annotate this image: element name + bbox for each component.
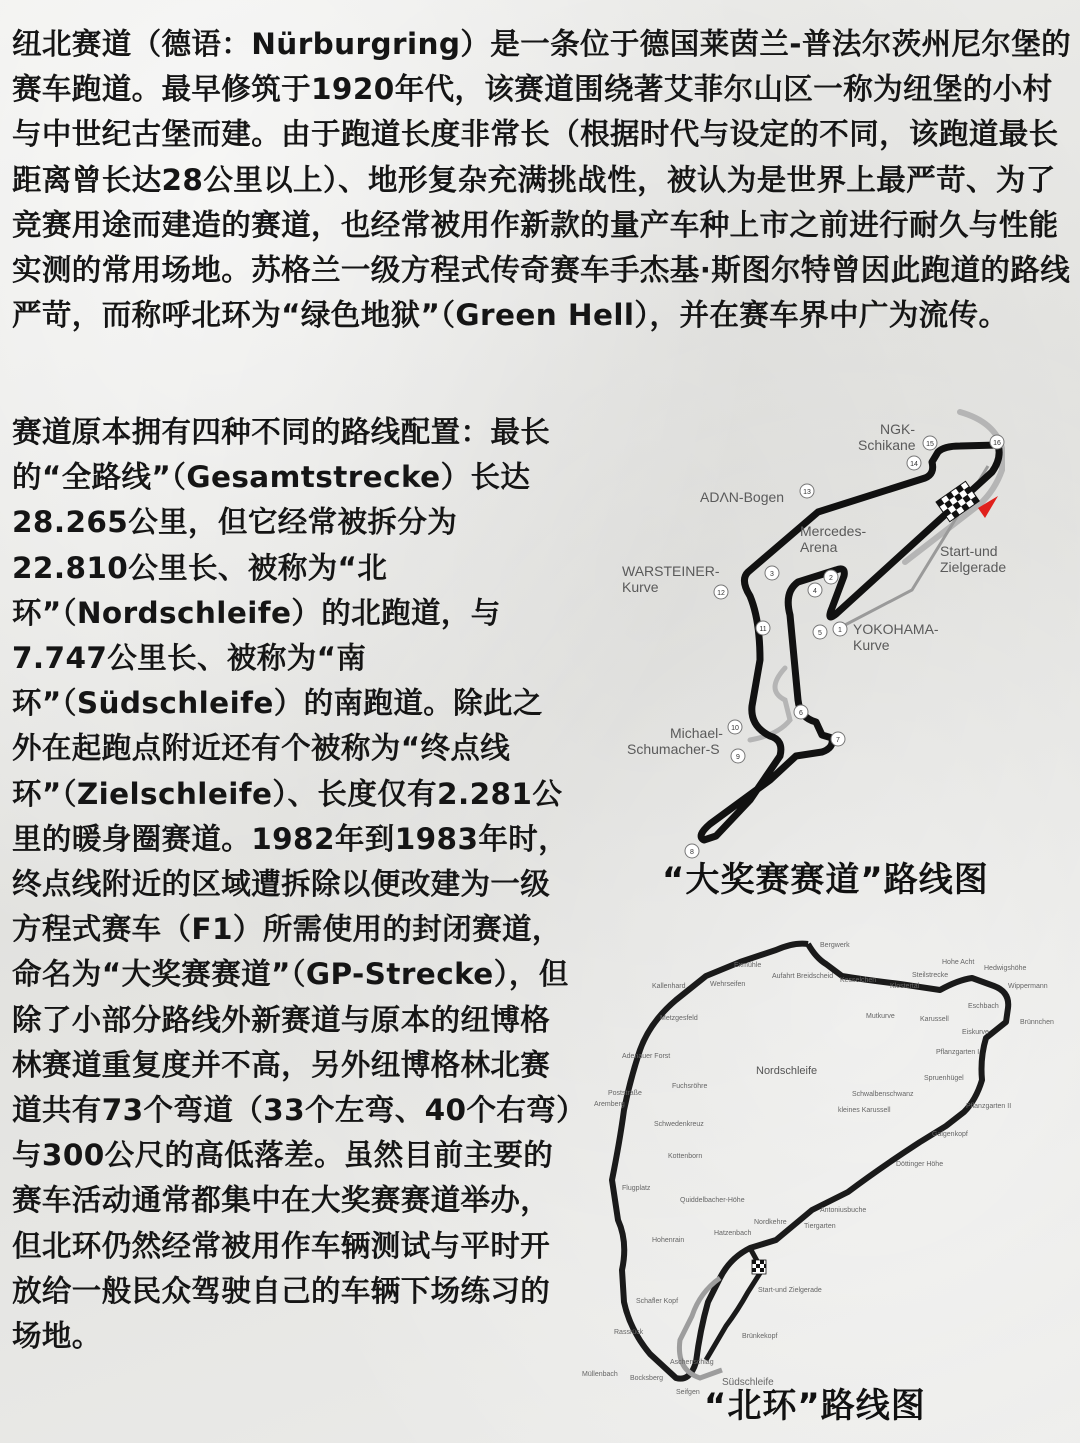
place-label: Aufahrt Breidscheid	[772, 973, 834, 980]
place-label: Bocksberg	[630, 1375, 664, 1382]
place-label: Galgenkopf	[932, 1131, 968, 1138]
place-label: Poststraße	[608, 1090, 642, 1097]
place-label: Steilstrecke	[912, 972, 949, 979]
gp-strecke-map	[600, 400, 1080, 860]
place-label: Metzgesfeld	[660, 1015, 698, 1022]
nordschleife-track	[612, 944, 1008, 1379]
gp-map-title: “大奖赛赛道”路线图	[662, 860, 989, 900]
gp-label-warsteiner-2: Kurve	[622, 579, 659, 595]
place-label: Eiskurve	[962, 1029, 989, 1036]
turn-number: 5	[818, 630, 822, 637]
place-label: Spruenhügel	[924, 1075, 964, 1082]
place-label: Mutkurve	[866, 1013, 895, 1020]
place-label: Kesselchen	[840, 977, 877, 984]
place-label: Brünkekopf	[742, 1333, 778, 1340]
place-label: Müllenbach	[582, 1371, 618, 1378]
place-label: Aremberg	[594, 1101, 625, 1108]
place-label: Kottenborn	[668, 1153, 703, 1160]
gp-label-michael-2: Schumacher-S	[627, 741, 720, 757]
gp-label-mercedes-1: Mercedes-	[800, 523, 867, 539]
place-label: Schwedenkreuz	[654, 1121, 704, 1128]
place-label: Klostertal	[890, 983, 920, 990]
ns-checkered-flag-icon	[752, 1260, 766, 1274]
place-label: Fuchsröhre	[672, 1083, 708, 1090]
turn-marker-15	[923, 436, 937, 450]
turn-marker-4	[808, 583, 822, 597]
turn-number: 12	[717, 590, 725, 597]
gp-label-mercedes-2: Arena	[800, 539, 838, 555]
turn-number: 15	[926, 441, 934, 448]
turn-number: 16	[993, 440, 1001, 447]
turn-number: 2	[829, 575, 833, 582]
place-label: Aschenschlag	[670, 1359, 714, 1366]
place-label: kleines Karussell	[838, 1107, 891, 1114]
place-label: Bergwerk	[820, 942, 850, 949]
turn-marker-12	[714, 585, 728, 599]
turn-number: 8	[690, 849, 694, 856]
turn-marker-11	[756, 621, 770, 635]
gp-label-ngk-2: Schikane	[858, 437, 916, 453]
place-label: Hatzenbach	[714, 1230, 752, 1237]
turn-number: 7	[836, 737, 840, 744]
place-label: Brünnchen	[1020, 1019, 1054, 1026]
turn-marker-6	[794, 705, 808, 719]
place-label: Wippermann	[1008, 983, 1048, 990]
turn-marker-5	[813, 625, 827, 639]
sudschleife-label: Südschleife	[722, 1377, 774, 1388]
turn-marker-1	[833, 622, 847, 636]
turn-marker-16	[990, 435, 1004, 449]
place-label: Hohenrain	[652, 1237, 685, 1244]
configuration-paragraph: 赛道原本拥有四种不同的路线配置：最长的“全路线”（Gesamtstrecke）长达28.265公里，但它经常被拆分为22.810公里长、被称为“北环”（Nordschleife）的北跑道，与7.747公里长、被称为“南环”（Südschleife）的南跑道。除此之外在起跑点附近还有个被称为“终点线环”（Zielschleife）、长度仅有2.281公里的暖身圈赛道。1982年到1983年时，终点线附近的区域遭拆除以便改建为一级方程式赛车（F1）所需使用的封闭赛道，命名为“大奖赛赛道”（GP-Strecke），但除了小部分路线外新赛道与原本的纽博格林赛道重复度并不高，另外纽博格林北赛道共有73个弯道（33个左弯、40个右弯）与300公尺的高低落差。虽然目前主要的赛车活动通常都集中在大奖赛赛道举办，但北环仍然经常被用作车辆测试与平时开放给一般民众驾驶自己的车辆下场练习的场地。	[12, 415, 572, 1354]
gp-label-yokohama-1: YOKOHAMA-	[853, 621, 939, 637]
turn-number: 1	[838, 627, 842, 634]
turn-number: 14	[910, 461, 918, 468]
turn-marker-3	[765, 566, 779, 580]
turn-number: 6	[799, 710, 803, 717]
gp-label-warsteiner-1: WARSTEINER-	[622, 563, 720, 579]
turn-marker-7	[831, 732, 845, 746]
turn-number: 10	[731, 725, 739, 732]
gp-label-yokohama-2: Kurve	[853, 637, 890, 653]
place-label: Rassrück	[614, 1329, 644, 1336]
place-label: Antoniusbuche	[820, 1207, 867, 1214]
place-label: Tiergarten	[804, 1223, 836, 1230]
nordschleife-center-label: Nordschleife	[756, 1065, 818, 1077]
place-label: Adenauer Forst	[622, 1053, 671, 1060]
gp-label-start-1: Start-und	[940, 543, 998, 559]
turn-marker-10	[728, 720, 742, 734]
nordschleife-map	[580, 930, 1080, 1400]
place-label: Quiddelbacher-Höhe	[680, 1197, 745, 1204]
place-label: Pflanzgarten I	[936, 1049, 980, 1056]
place-label: Hohe Acht	[942, 959, 975, 966]
place-label: Start-und Zielgerade	[758, 1287, 822, 1294]
place-label: Pflanzgarten II	[966, 1103, 1012, 1110]
place-label: Wehrseifen	[710, 981, 746, 988]
intro-paragraph: 纽北赛道（德语：Nürburgring）是一条位于德国莱茵兰-普法尔茨州尼尔堡的赛车跑道。最早修筑于1920年代，该赛道围绕著艾菲尔山区一称为纽堡的小村与中世纪古堡而建。由于跑道长度非常长（根据时代与设定的不同，该跑道最长距离曾长达28公里以上）、地形复杂充满挑战性，被认为是世界上最严苛、为了竞赛用途而建造的赛道，也经常被用作新款的量产车种上市之前进行耐久与性能实测的常用场地。苏格兰一级方程式传奇赛车手杰基·斯图尔特曾因此跑道的路线严苛，而称呼北环为“绿色地狱”（Green Hell），并在赛车界中广为流传。	[12, 27, 1072, 333]
place-label: Hedwigshöhe	[984, 965, 1027, 972]
place-label: Schwalbenschwanz	[852, 1091, 914, 1098]
turn-number: 4	[813, 588, 817, 595]
place-label: Seifgen	[676, 1389, 700, 1396]
turn-marker-9	[731, 749, 745, 763]
place-label: Flugplatz	[622, 1185, 651, 1192]
gp-label-start-2: Zielgerade	[940, 559, 1007, 575]
place-label: Schafler Kopf	[636, 1298, 679, 1305]
place-label: Karussell	[920, 1016, 949, 1023]
place-label: Döttinger Höhe	[896, 1161, 944, 1168]
turn-marker-2	[824, 570, 838, 584]
gp-label-adac: ADΛN-Bogen	[700, 489, 785, 505]
gp-label-ngk-1: NGK-	[880, 421, 915, 437]
place-label: Eschbach	[968, 1003, 999, 1010]
turn-number: 11	[759, 626, 767, 633]
place-labels	[582, 942, 1054, 1396]
place-label: Nordkehre	[754, 1219, 787, 1226]
place-label: Exmühle	[734, 962, 762, 969]
place-label: Kallenhard	[652, 983, 686, 990]
ns-map-title: “北环”路线图	[704, 1386, 926, 1426]
turn-number: 9	[736, 754, 740, 761]
turn-number: 13	[803, 489, 811, 496]
turn-number: 3	[770, 571, 774, 578]
turn-marker-14	[907, 456, 921, 470]
turn-marker-13	[800, 484, 814, 498]
gp-label-michael-1: Michael-	[670, 725, 723, 741]
